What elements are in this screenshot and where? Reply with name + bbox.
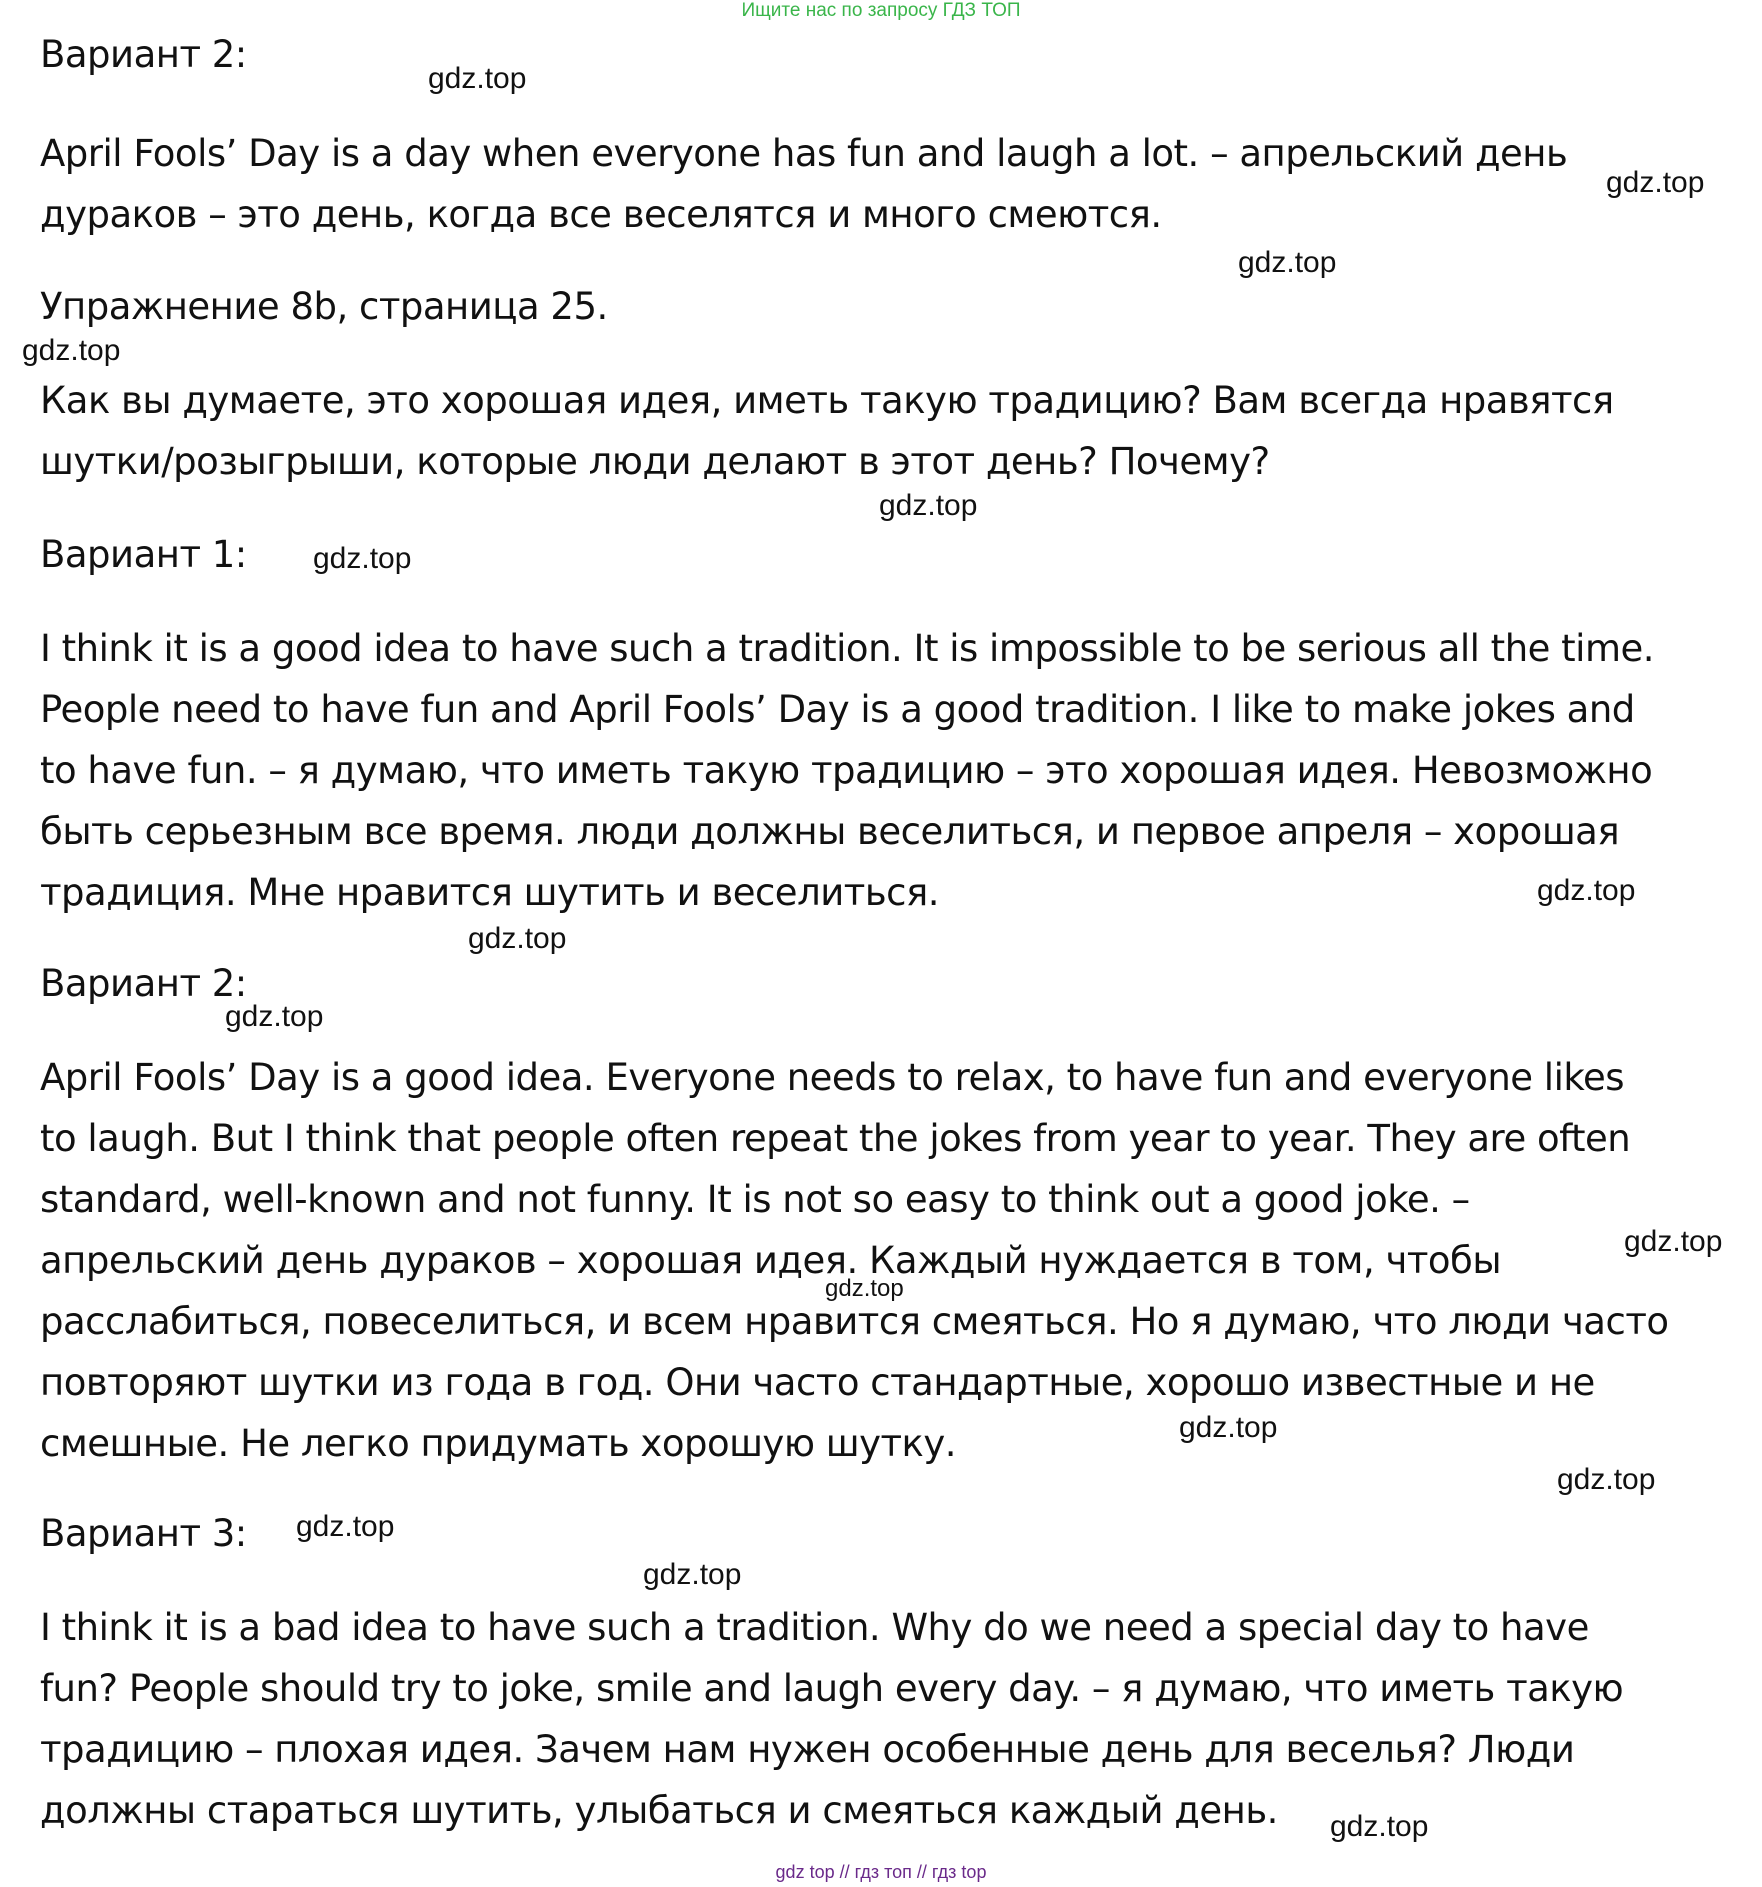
answer-2-heading: Вариант 2:: [40, 962, 247, 1005]
watermark: gdz.top: [879, 489, 978, 522]
watermark: gdz.top: [1557, 1463, 1656, 1496]
watermark: gdz.top: [1537, 874, 1636, 907]
text-line: дураков – это день, когда все веселятся и много смеются.: [40, 193, 1162, 236]
variant-2-text: [40, 123, 1567, 245]
text-line: должны стараться шутить, улыбаться и смеяться каждый день.: [40, 1789, 1278, 1832]
watermark: gdz.top: [296, 1510, 395, 1543]
watermark: gdz.top: [1606, 166, 1705, 199]
text-line: смешные. Не легко придумать хорошую шутку.: [40, 1422, 957, 1465]
watermark: gdz.top: [468, 922, 567, 955]
watermark: gdz.top: [825, 1275, 904, 1302]
answer-1-heading: Вариант 1:: [40, 533, 247, 576]
text-line: People need to have fun and April Fools’ Day is a good tradition. I like to make jokes and: [40, 688, 1635, 731]
watermark: gdz.top: [22, 334, 121, 367]
watermark: gdz.top: [428, 62, 527, 95]
answer-3-heading: Вариант 3:: [40, 1512, 247, 1555]
exercise-heading: Упражнение 8b, страница 25.: [40, 285, 608, 328]
question-text: [40, 370, 1614, 492]
text-line: I think it is a good idea to have such a tradition. It is impossible to be serious all the time.: [40, 627, 1655, 670]
text-line: апрельский день дураков – хорошая идея. Каждый нуждается в том, чтобы: [40, 1239, 1502, 1282]
text-line: быть серьезным все время. люди должны веселиться, и первое апреля – хорошая: [40, 810, 1620, 853]
answer-1-text: [40, 618, 1654, 923]
text-line: Как вы думаете, это хорошая идея, иметь такую традицию? Вам всегда нравятся: [40, 379, 1614, 422]
watermark: gdz.top: [1179, 1411, 1278, 1444]
variant-2-heading: Вариант 2:: [40, 33, 247, 76]
text-line: April Fools’ Day is a good idea. Everyone needs to relax, to have fun and everyone likes: [40, 1056, 1625, 1099]
watermark: gdz.top: [225, 1000, 324, 1033]
text-line: to have fun. – я думаю, что иметь такую традицию – это хорошая идея. Невозможно: [40, 749, 1653, 792]
text-line: шутки/розыгрыши, которые люди делают в этот день? Почему?: [40, 440, 1270, 483]
text-line: to laugh. But I think that people often repeat the jokes from year to year. They are often: [40, 1117, 1631, 1160]
bottom-banner: gdz top // гдз топ // гдз top: [775, 1862, 987, 1882]
text-line: standard, well-known and not funny. It is not so easy to think out a good joke. –: [40, 1178, 1470, 1221]
watermark: gdz.top: [1330, 1810, 1429, 1843]
top-banner: Ищите нас по запросу ГДЗ ТОП: [741, 0, 1021, 21]
watermark: gdz.top: [1238, 246, 1337, 279]
watermark: gdz.top: [643, 1558, 742, 1591]
text-line: повторяют шутки из года в год. Они часто стандартные, хорошо известные и не: [40, 1361, 1595, 1404]
text-line: традицию – плохая идея. Зачем нам нужен особенные день для веселья? Люди: [40, 1728, 1575, 1771]
text-line: fun? People should try to joke, smile and laugh every day. – я думаю, что иметь такую: [40, 1667, 1624, 1710]
text-line: I think it is a bad idea to have such a tradition. Why do we need a special day to have: [40, 1606, 1589, 1649]
text-line: расслабиться, повеселиться, и всем нравится смеяться. Но я думаю, что люди часто: [40, 1300, 1669, 1343]
answer-2-text: [40, 1047, 1669, 1474]
watermark: gdz.top: [313, 542, 412, 575]
answer-3-text: [40, 1597, 1623, 1841]
watermark: gdz.top: [1624, 1225, 1723, 1258]
text-line: традиция. Мне нравится шутить и веселиться.: [40, 871, 939, 914]
text-line: April Fools’ Day is a day when everyone has fun and laugh a lot. – апрельский день: [40, 132, 1568, 175]
